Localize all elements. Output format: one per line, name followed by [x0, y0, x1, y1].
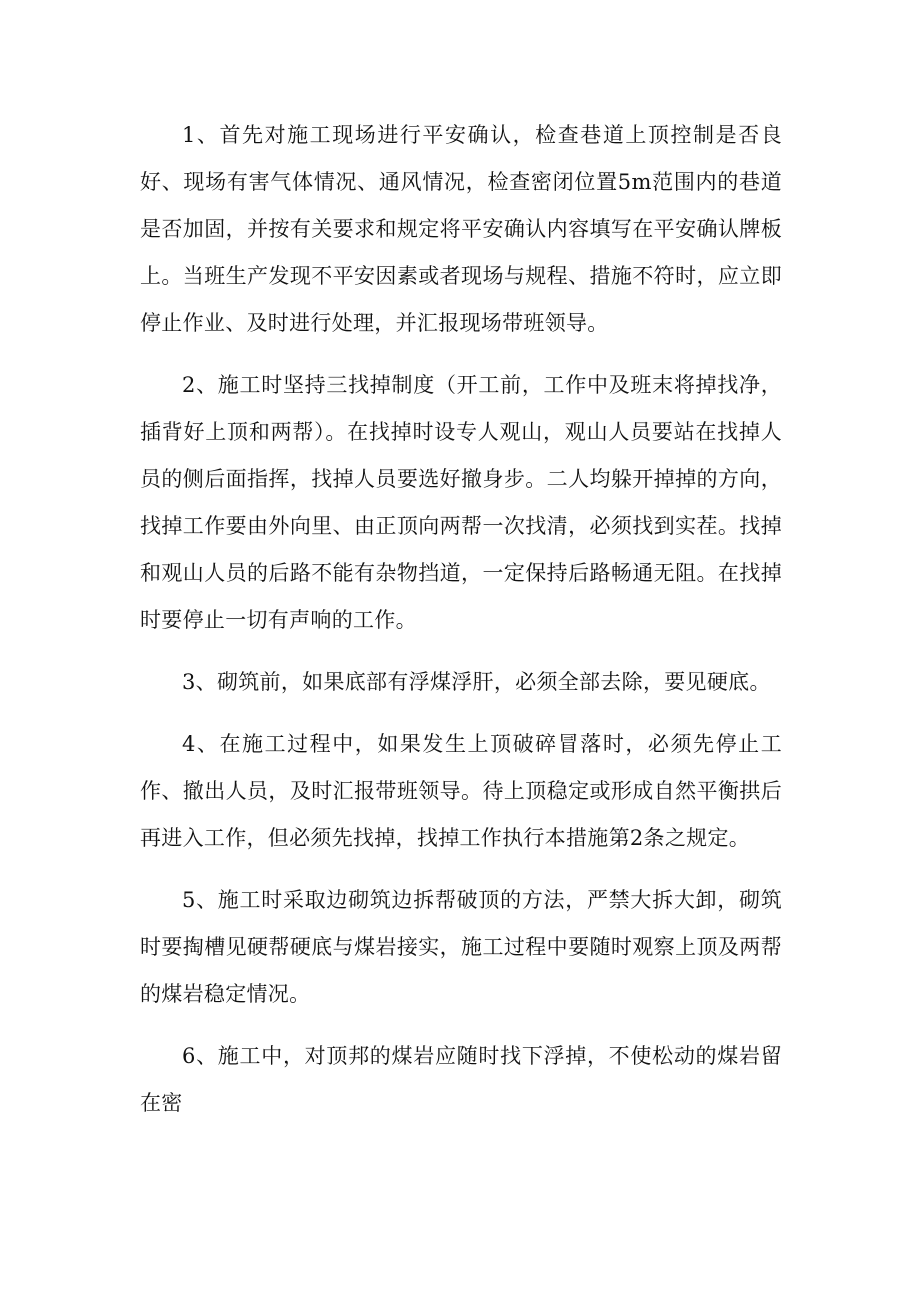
document-body: [140, 112, 782, 1127]
paragraph-2: 2、施工时坚持三找掉制度（开工前，工作中及班末将掉找净，插背好上顶和两帮）。在找掉时设专人观山，观山人员要站在找掉人员的侧后面指挥，找掉人员要选好撤身步。二人均躲开掉掉的方向，找掉工作要由外向里、由正顶向两帮一次找清，必须找到实茬。找掉和观山人员的后路不能有杂物挡道，一定保持后路畅通无阻。在找掉时要停止一切有声响的工作。: [140, 373, 782, 632]
paragraph-6: 6、施工中，对顶邦的煤岩应随时找下浮掉，不使松动的煤岩留在密: [140, 1044, 782, 1115]
paragraph-4: 4、在施工过程中，如果发生上顶破碎冒落时，必须先停止工作、撤出人员，及时汇报带班领导。待上顶稳定或形成自然平衡拱后再进入工作，但必须先找掉，找掉工作执行本措施第2条之规定。: [140, 732, 782, 850]
paragraph-5: 5、施工时采取边砌筑边拆帮破顶的方法，严禁大拆大卸，砌筑时要掏槽见硬帮硬底与煤岩接实，施工过程中要随时观察上顶及两帮的煤岩稳定情况。: [140, 888, 782, 1006]
paragraph-1: 1、首先对施工现场进行平安确认，检查巷道上顶控制是否良好、现场有害气体情况、通风情况，检查密闭位置5m范围内的巷道是否加固，并按有关要求和规定将平安确认内容填写在平安确认牌板上。当班生产发现不平安因素或者现场与规程、措施不符时，应立即停止作业、及时进行处理，并汇报现场带班领导。: [140, 123, 782, 335]
paragraph-3: 3、砌筑前，如果底部有浮煤浮肝，必须全部去除，要见硬底。: [182, 670, 771, 694]
